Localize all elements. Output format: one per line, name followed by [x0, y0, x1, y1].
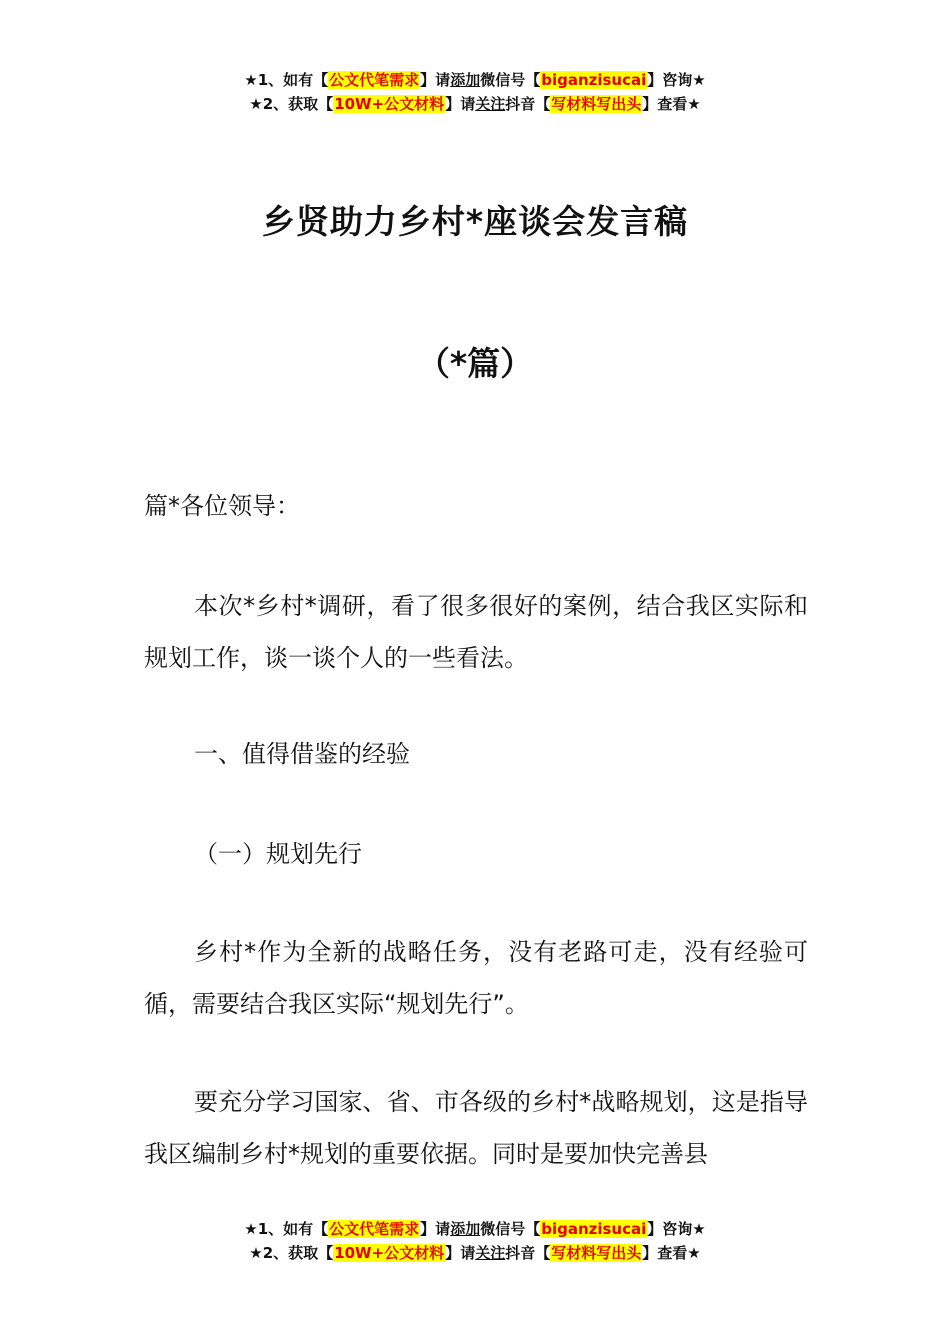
- body-paragraph: 要充分学习国家、省、市各级的乡村*战略规划，这是指导我区编制乡村*规划的重要依据。同时是要加快完善县: [144, 1088, 808, 1168]
- banner-line-2: [0, 92, 950, 116]
- banner-text: 微信号【: [480, 71, 541, 89]
- banner-text: ★2、获取【: [249, 1244, 334, 1262]
- banner-text: ★2、获取【: [249, 95, 334, 113]
- banner-line-2: [0, 1241, 950, 1265]
- banner-text: 微信号【: [480, 1220, 541, 1238]
- banner-highlight: biganzisucai: [541, 71, 647, 89]
- banner-text: 抖音【: [505, 1244, 551, 1262]
- banner-highlight: 写材料写出头: [551, 95, 642, 113]
- banner-text: 】请: [445, 1244, 476, 1262]
- banner-text: 】请: [445, 95, 476, 113]
- banner-text: 】查看★: [642, 1244, 701, 1262]
- document-subtitle: （*篇）: [416, 344, 534, 383]
- header-banner: [0, 68, 950, 116]
- banner-text: 】请: [420, 1220, 451, 1238]
- banner-line-1: [0, 1217, 950, 1241]
- banner-highlight: 公文代笔需求: [329, 1220, 420, 1238]
- banner-underline: 关注: [475, 95, 506, 113]
- banner-text: 】查看★: [642, 95, 701, 113]
- section-heading: 一、值得借鉴的经验: [194, 740, 410, 768]
- banner-underline: 添加: [450, 71, 481, 89]
- banner-highlight: 10W+公文材料: [334, 1244, 445, 1262]
- banner-text: 】请: [420, 71, 451, 89]
- document-title: 乡贤助力乡村*座谈会发言稿: [261, 202, 689, 241]
- banner-highlight: biganzisucai: [541, 1220, 647, 1238]
- banner-text: 抖音【: [505, 95, 551, 113]
- footer-banner: [0, 1217, 950, 1265]
- banner-underline: 添加: [450, 1220, 481, 1238]
- banner-text: ★1、如有【: [244, 71, 329, 89]
- banner-text: 】咨询★: [647, 1220, 706, 1238]
- banner-highlight: 公文代笔需求: [329, 71, 420, 89]
- banner-text: ★1、如有【: [244, 1220, 329, 1238]
- banner-highlight: 10W+公文材料: [334, 95, 445, 113]
- subsection-heading: （一）规划先行: [194, 840, 362, 868]
- banner-text: 】咨询★: [647, 71, 706, 89]
- banner-highlight: 写材料写出头: [551, 1244, 642, 1262]
- body-paragraph: 乡村*作为全新的战略任务，没有老路可走，没有经验可循，需要结合我区实际“规划先行”。: [144, 938, 808, 1018]
- banner-line-1: [0, 68, 950, 92]
- body-paragraph: 本次*乡村*调研，看了很多很好的案例，结合我区实际和规划工作，谈一谈个人的一些看法。: [144, 592, 808, 672]
- banner-underline: 关注: [475, 1244, 506, 1262]
- salutation: 篇*各位领导：: [144, 492, 300, 520]
